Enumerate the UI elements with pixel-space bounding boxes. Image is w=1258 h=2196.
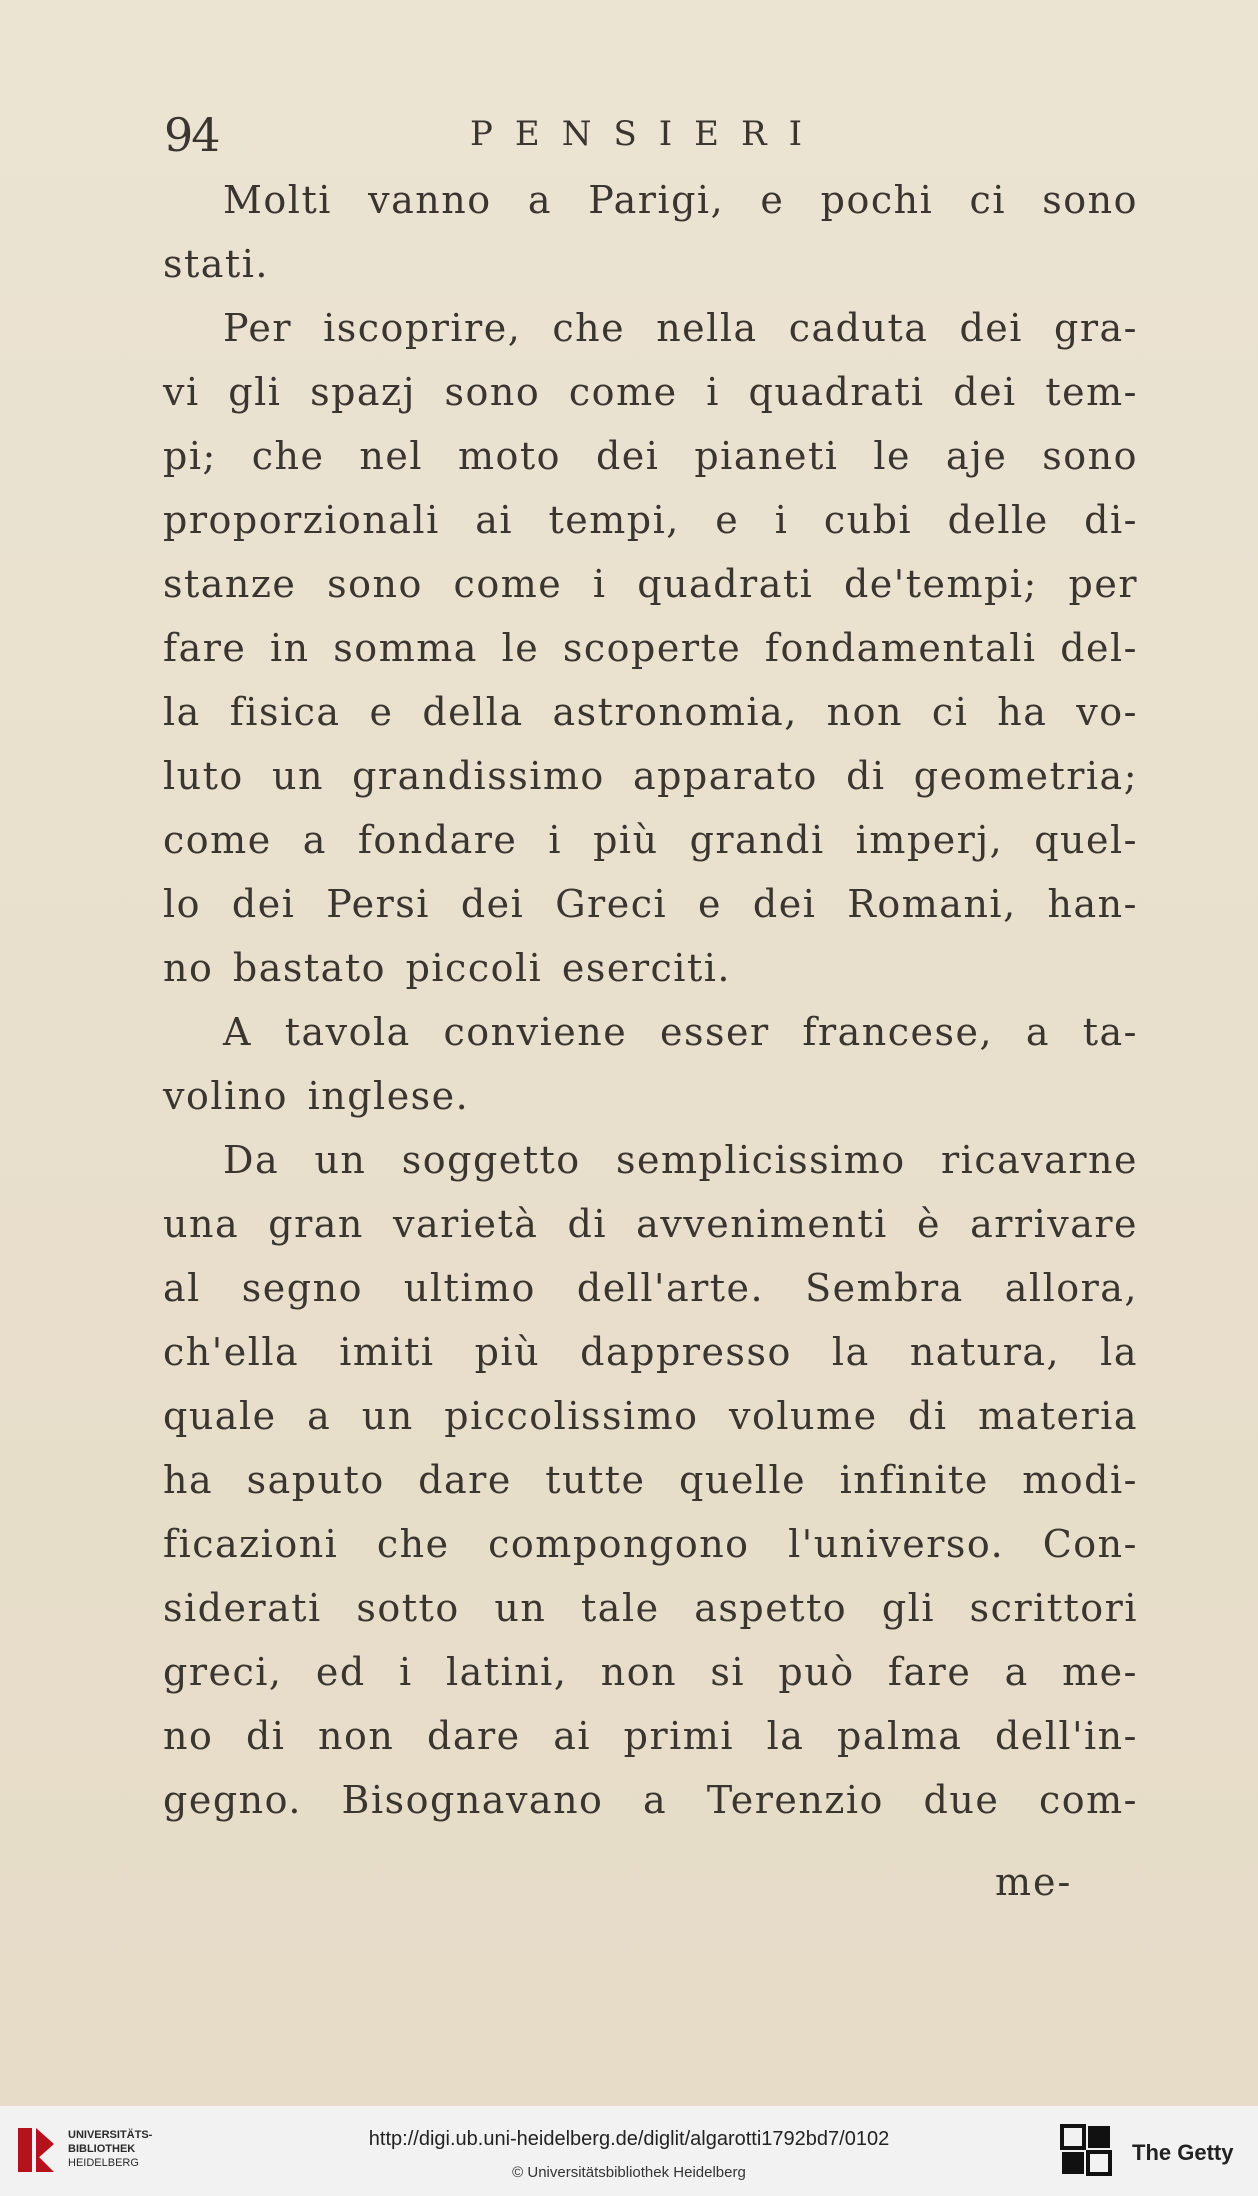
library-name-line: BIBLIOTHEK — [68, 2143, 136, 2155]
text-line: fare in somma le scoperte fondamentali del- — [163, 626, 1138, 670]
text-line: gegno. Bisognavano a Terenzio due com- — [163, 1778, 1138, 1822]
library-name-line: HEIDELBERG — [68, 2157, 139, 2169]
body-text — [163, 168, 1138, 1832]
text-line: vi gli spazj sono come i quadrati dei tem- — [163, 370, 1138, 414]
page-number: 94 — [164, 108, 219, 162]
text-line: ha saputo dare tutte quelle infinite modi- — [163, 1458, 1138, 1502]
viewer-footer — [0, 2106, 1258, 2196]
permalink[interactable]: http://digi.ub.uni-heidelberg.de/diglit/algarotti1792bd7/0102 — [368, 2128, 890, 2150]
getty-logo-icon — [1060, 2124, 1112, 2178]
text-line: Per iscoprire, che nella caduta dei gra- — [223, 306, 1138, 350]
text-line: no bastato piccoli eserciti. — [163, 946, 731, 990]
text-line: Molti vanno a Parigi, e pochi ci sono — [223, 178, 1138, 222]
text-line: quale a un piccolissimo volume di materia — [163, 1394, 1138, 1438]
text-line: la fisica e della astronomia, non ci ha vo- — [163, 690, 1138, 734]
catchword: me- — [995, 1860, 1073, 1904]
text-line: al segno ultimo dell'arte. Sembra allora, — [163, 1266, 1138, 1310]
running-head: PENSIERI — [470, 114, 825, 154]
partner-name: The Getty — [1132, 2140, 1234, 2165]
text-line: no di non dare ai primi la palma dell'in- — [163, 1714, 1138, 1758]
text-line: come a fondare i più grandi imperj, quel- — [163, 818, 1138, 862]
text-line: A tavola conviene esser francese, a ta- — [223, 1010, 1138, 1054]
text-line: lo dei Persi dei Greci e dei Romani, han- — [163, 882, 1138, 926]
text-line: stanze sono come i quadrati de'tempi; per — [163, 562, 1138, 606]
text-line: una gran varietà di avvenimenti è arrivare — [163, 1202, 1138, 1246]
text-line: proporzionali ai tempi, e i cubi delle di- — [163, 498, 1138, 542]
text-line: greci, ed i latini, non si può fare a me- — [163, 1650, 1138, 1694]
text-line: ficazioni che compongono l'universo. Con- — [163, 1522, 1138, 1566]
page-header — [160, 108, 1160, 168]
copyright-notice: © Universitätsbibliothek Heidelberg — [512, 2164, 746, 2181]
library-name-line: UNIVERSITÄTS- — [68, 2129, 153, 2141]
text-line: ch'ella imiti più dappresso la natura, la — [163, 1330, 1138, 1374]
text-line: Da un soggetto semplicissimo ricavarne — [223, 1138, 1138, 1182]
text-line: volino inglese. — [163, 1074, 470, 1118]
text-line: pi; che nel moto dei pianeti le aje sono — [163, 434, 1138, 478]
text-line: siderati sotto un tale aspetto gli scrittori — [163, 1586, 1138, 1630]
text-line: stati. — [163, 242, 269, 286]
text-line: luto un grandissimo apparato di geometria; — [163, 754, 1138, 798]
